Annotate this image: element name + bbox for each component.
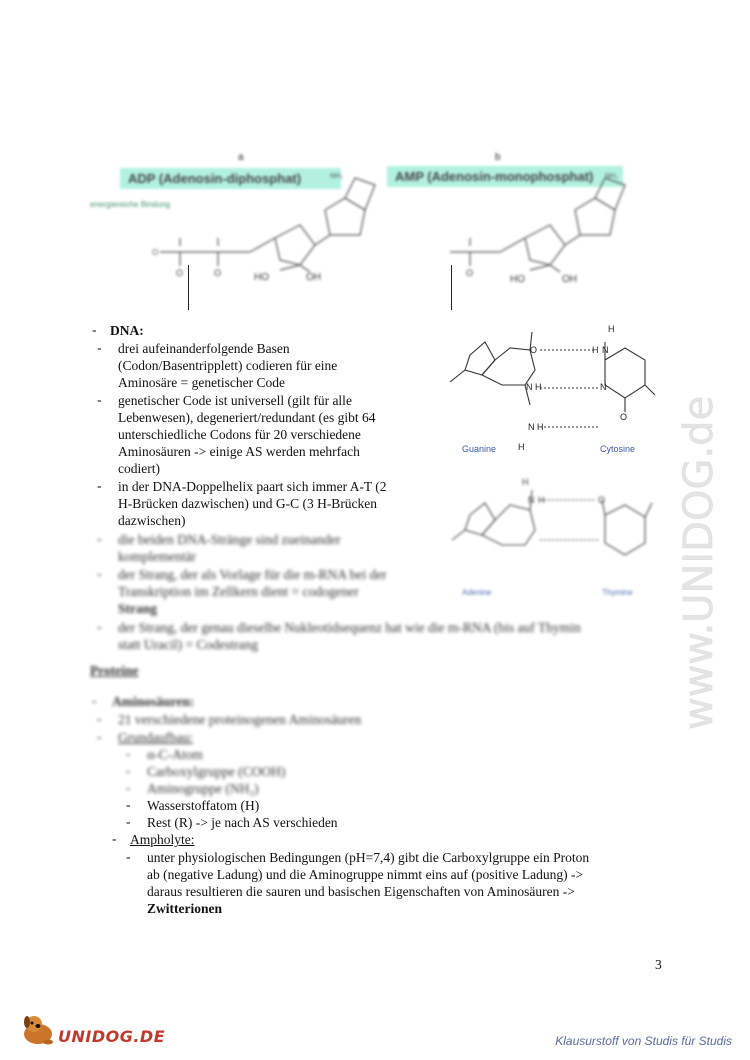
- thymine-label: Thymine: [602, 588, 633, 597]
- guanine-cytosine-diagram: [440, 320, 660, 460]
- dna-item6-line2: statt Uracil) = Codestrang: [118, 637, 258, 652]
- dna-item5-line3: Strang: [118, 601, 158, 616]
- adenine-label: Adenine: [462, 588, 492, 597]
- dna-item2-line1: genetischer Code ist universell (gilt für alle: [118, 393, 352, 408]
- watermark: [640, 300, 750, 760]
- dna-item1-line3: Aminosäre = genetischer Code: [118, 375, 285, 390]
- dna-item2-line4: Aminosäuren -> einige AS werden mehrfach: [118, 444, 360, 459]
- proteine-heading: Proteine: [90, 663, 139, 678]
- gc-n-1: N: [602, 345, 609, 355]
- aminosaeuren-bullet: -: [92, 693, 97, 708]
- svg-text:O: O: [152, 248, 159, 257]
- dna-item5-bullet: -: [97, 566, 102, 581]
- at-o-1: O: [598, 495, 606, 505]
- marker-a: a: [238, 152, 244, 163]
- amph-line1: unter physiologischen Bedingungen (pH=7,4) gibt die Carboxylgruppe ein Proton: [147, 850, 590, 865]
- grundaufbau-bullet: -: [97, 729, 102, 744]
- adenine-thymine-diagram: [440, 475, 660, 605]
- marker-b: b: [495, 152, 501, 163]
- ampholyte-bullet: -: [112, 831, 117, 846]
- count-bullet: -: [97, 711, 102, 726]
- amph-line3: daraus resultieren die sauren und basischen Eigenschaften von Aminosäuren ->: [147, 884, 575, 899]
- gc-h-bottom: H: [518, 442, 525, 452]
- gc-h-2: H: [535, 382, 542, 392]
- dna-item4-line1: die beiden DNA-Stränge sind zueinander: [118, 532, 341, 547]
- energy-bond-note: energiereiche Bindung: [90, 200, 171, 209]
- dna-item3-bullet: -: [97, 478, 102, 493]
- amph-line4: Zwitterionen: [147, 901, 222, 916]
- dna-heading: DNA:: [110, 323, 144, 338]
- amph-line2: ab (negative Ladung) und die Aminogruppe nimmt eins auf (positive Ladung) ->: [147, 867, 584, 882]
- gc-o-2: O: [620, 412, 628, 422]
- gc-n-2: N: [526, 382, 533, 392]
- gc-h-3: H: [537, 422, 544, 432]
- grundaufbau-label: Grundaufbau:: [118, 730, 193, 745]
- at-n-1: N: [528, 495, 535, 505]
- sub3-text: Aminogruppe (NH₂): [147, 781, 259, 796]
- dna-item4-bullet: -: [97, 531, 102, 546]
- at-h-1: H: [538, 495, 545, 505]
- watermark-text: www.UNIDOG.de: [676, 395, 722, 730]
- gc-n-3: N: [600, 382, 607, 392]
- dna-item2-bullet: -: [97, 392, 102, 407]
- sub4-text: Wasserstoffatom (H): [147, 798, 260, 813]
- at-h-top: H: [522, 477, 529, 487]
- dna-item2-line5: codiert): [118, 461, 160, 476]
- gc-h-1: H: [592, 345, 599, 355]
- dna-item5-line2: Transkription im Zellkern dient = codogener: [118, 584, 359, 599]
- adp-label: ADP (Adenosin-diphosphat): [120, 168, 341, 189]
- adp-oh: OH: [306, 272, 321, 283]
- sub5-text: Rest (R) -> je nach AS verschieden: [147, 815, 338, 830]
- gc-o-1: O: [530, 345, 538, 355]
- dna-item6-line1: der Strang, der genau dieselbe Nukleotidsequenz hat wie die m-RNA (bis auf Thymin: [118, 620, 581, 635]
- unidog-logo: UNIDOG.DE: [58, 1027, 166, 1046]
- guanine-label: Guanine: [462, 444, 497, 454]
- sub2-text: Carboxylgruppe (COOH): [147, 764, 286, 779]
- sub2-bullet: -: [126, 763, 131, 778]
- amph-bullet: -: [126, 849, 131, 864]
- gc-h-top: H: [608, 324, 615, 334]
- dna-item1-line1: drei aufeinanderfolgende Basen: [118, 341, 290, 356]
- page-number: 3: [655, 957, 662, 972]
- cytosine-label: Cytosine: [600, 444, 636, 454]
- amp-o: O: [466, 268, 474, 278]
- amp-oh: OH: [562, 274, 577, 285]
- dna-item1-line2: (Codon/Basentripplett) codieren für eine: [118, 358, 338, 373]
- sub4-bullet: -: [126, 797, 131, 812]
- adp-o-2: O: [214, 268, 222, 278]
- adp-o-1: O: [176, 268, 184, 278]
- sub1-bullet: -: [126, 746, 131, 761]
- adp-arrow: [188, 265, 189, 310]
- dna-item6-bullet: -: [97, 619, 102, 634]
- dna-item5-line1: der Strang, der als Vorlage für die m-RNA bei der: [118, 567, 387, 582]
- adp-nh2: NH₂: [330, 173, 343, 180]
- amp-arrow: [451, 265, 452, 310]
- dog-logo-icon: [20, 1012, 56, 1046]
- sub5-bullet: -: [126, 814, 131, 829]
- count-line: 21 verschiedene proteinogenen Aminosäuren: [118, 712, 362, 727]
- sub3-bullet: -: [126, 780, 131, 795]
- sub1-text: α-C-Atom: [147, 747, 203, 762]
- dna-item4-line2: komplementär: [118, 549, 196, 564]
- ampholyte-label: Ampholyte:: [130, 832, 195, 847]
- dna-item2-line3: unterschiedliche Codons für 20 verschiedene: [118, 427, 361, 442]
- dna-item3-line3: dazwischen): [118, 513, 186, 528]
- gc-n-4: N: [528, 422, 535, 432]
- adp-ho: HO: [254, 272, 269, 283]
- amp-label: AMP (Adenosin-monophosphat): [387, 166, 623, 187]
- aminosaeuren-label: Aminosäuren:: [112, 694, 195, 709]
- footer-tagline: Klausurstoff von Studis für Studis: [555, 1034, 732, 1048]
- amp-ho: HO: [510, 274, 525, 285]
- dna-item3-line1: in der DNA-Doppelhelix paart sich immer A-T (2: [118, 479, 387, 494]
- dna-item3-line2: H-Brücken dazwischen) und G-C (3 H-Brücken: [118, 496, 378, 511]
- dna-item1-bullet: -: [97, 340, 102, 355]
- amp-nh2: NH₂: [605, 173, 618, 180]
- dna-item2-line2: Lebenwesen), degeneriert/redundant (es gibt 64: [118, 410, 376, 425]
- dna-bullet: -: [92, 322, 97, 337]
